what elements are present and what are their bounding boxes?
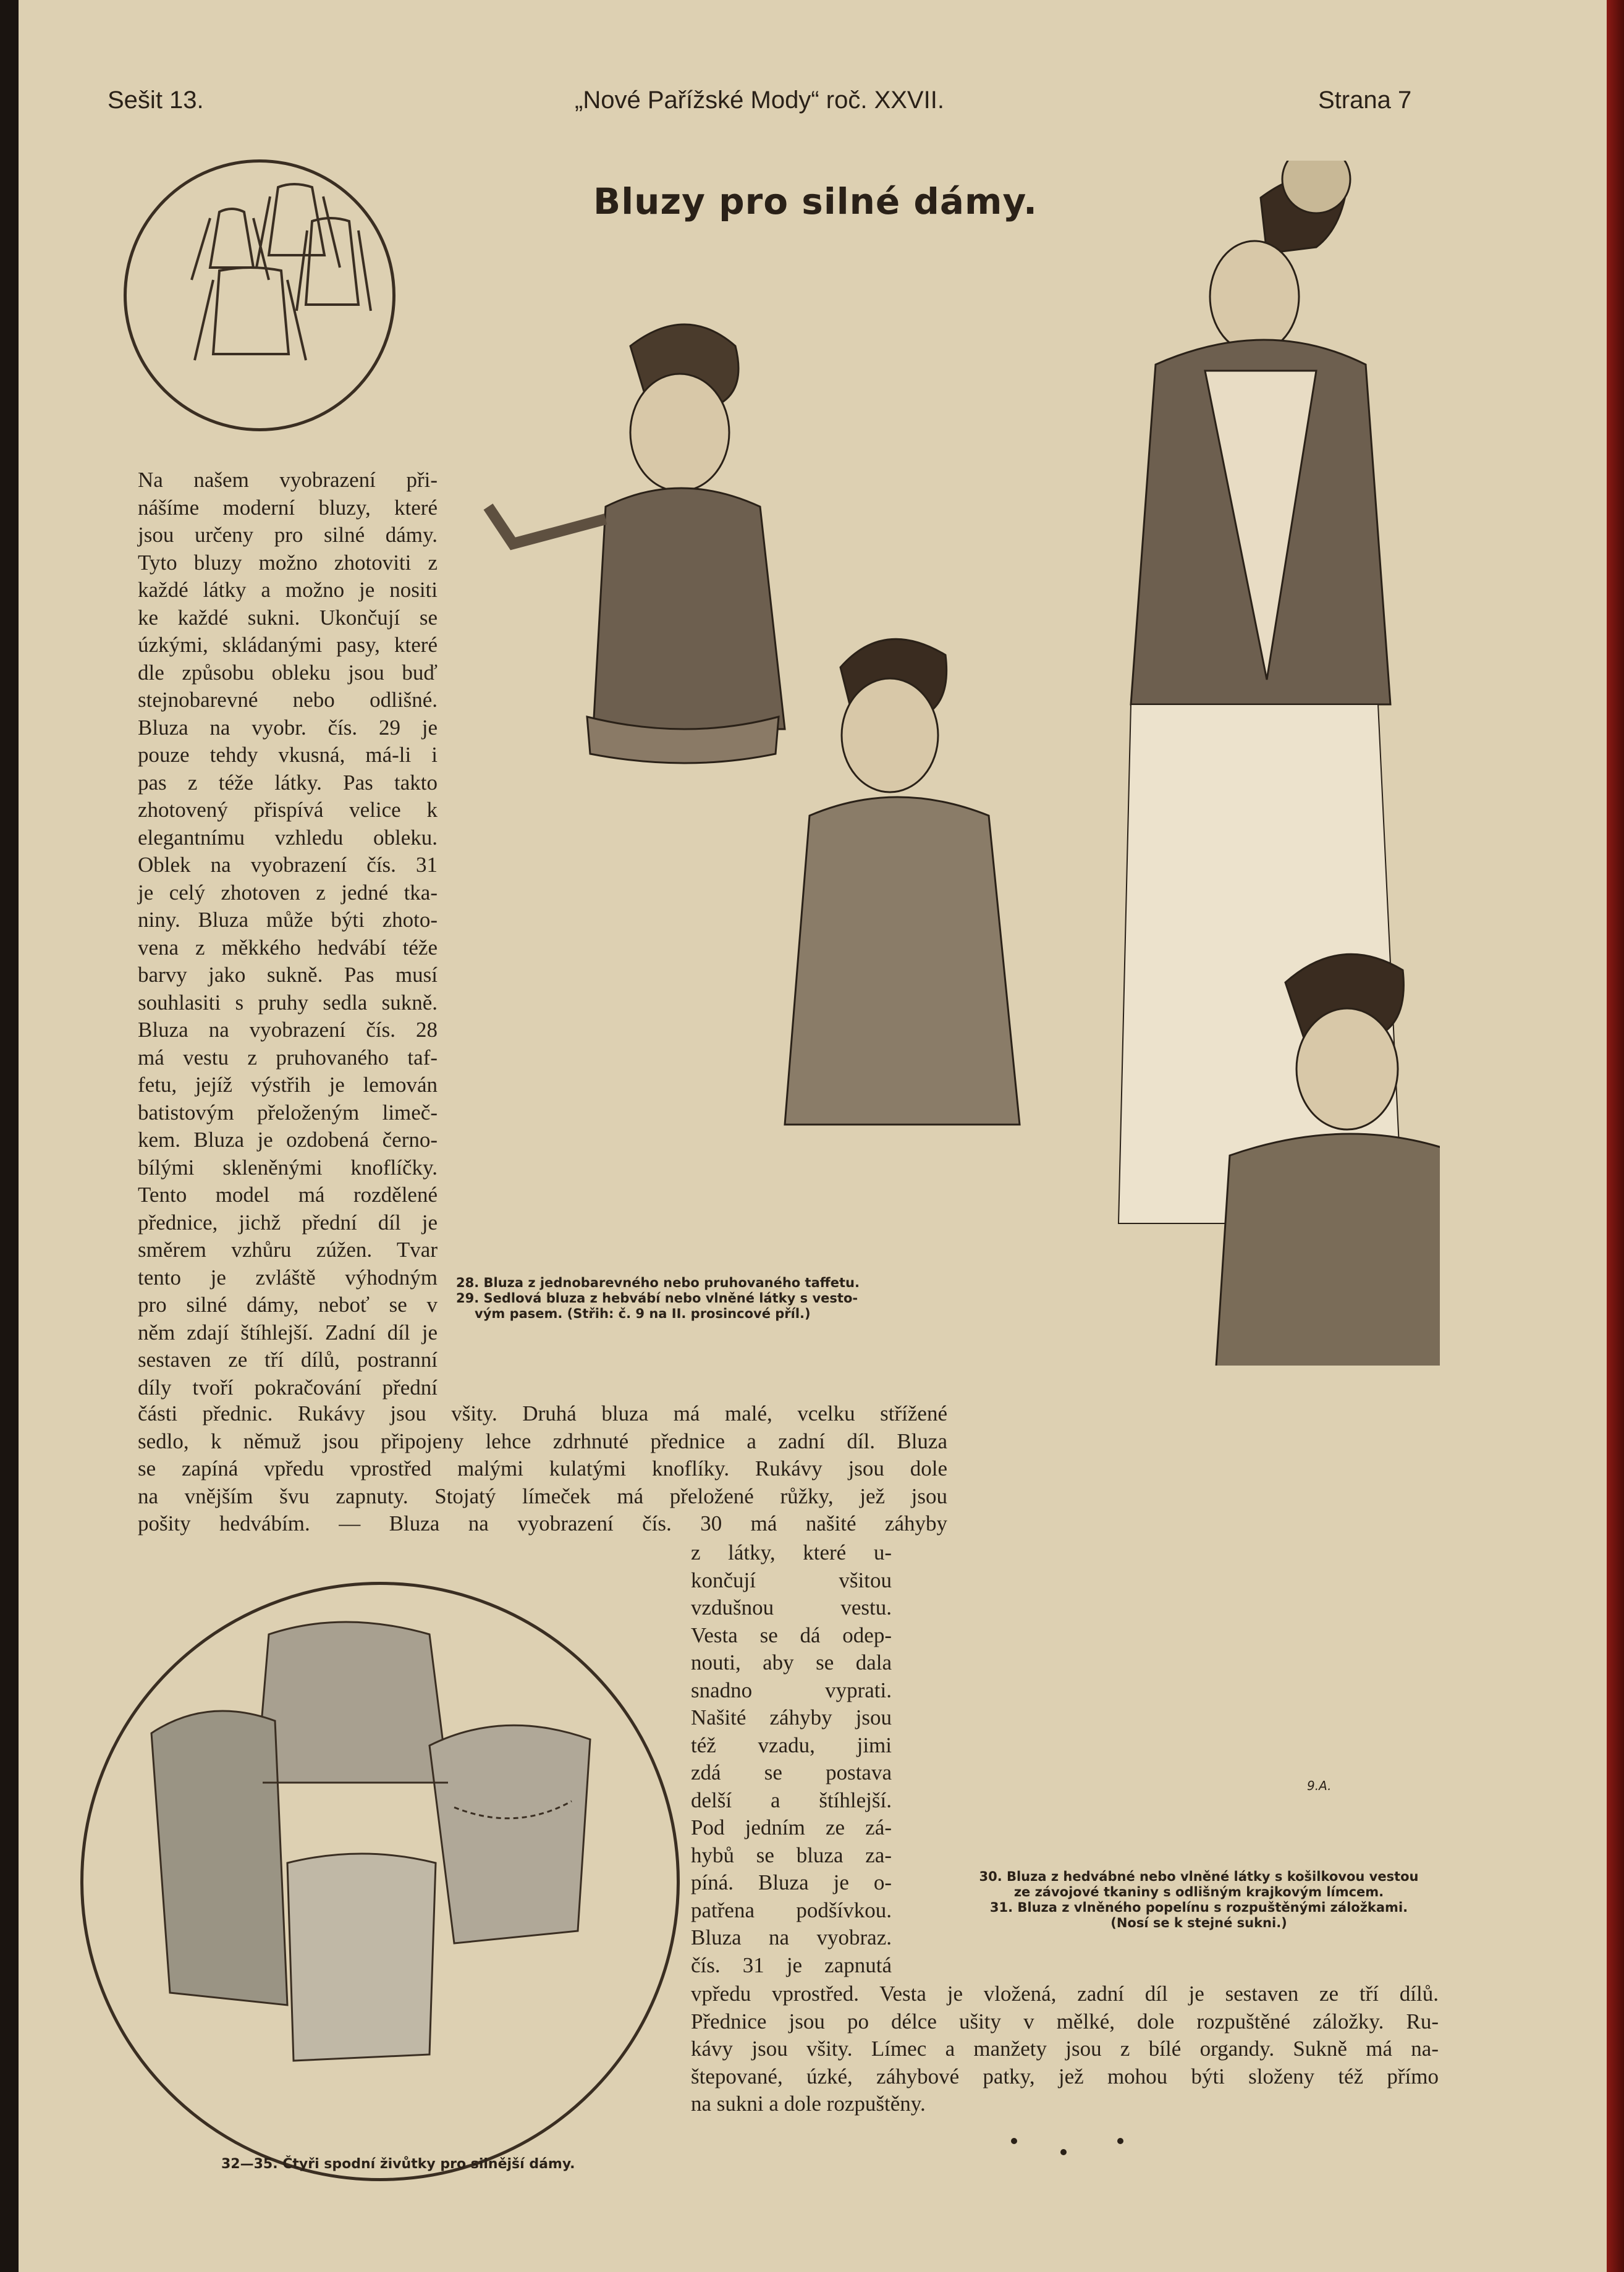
header-issue: Sešit 13. — [108, 87, 204, 114]
blouse-pattern-sketches — [127, 163, 392, 428]
end-ornament-dot — [1117, 2138, 1123, 2144]
magazine-page — [19, 0, 1607, 2272]
corset-drawings — [83, 1585, 677, 2178]
caption-figures-32-35: 32—35. Čtyři spodní živůtky pro silnější dámy. — [221, 2156, 575, 2172]
article-title: Bluzy pro silné dámy. — [593, 180, 1038, 222]
corset-illustration-figures-32-35 — [80, 1582, 680, 2181]
pattern-sketch-illustration — [124, 159, 395, 431]
header-page-number: Strana 7 — [1318, 87, 1412, 114]
text-bottom-lines: vpředu vprostřed. Vesta je vložená, zadní díl je sestaven ze tří dílů. Přednice jsou po délce ušity v mělké, dole rozpuštěné záložky. Ru- kávy jsou všity. Límec a manžety jsou z bílé organdy. Sukně má na- štepované, úzké, záhybové patky, jež mohou býti složeny též přímo na sukni a dole rozpuštěny. — [691, 1982, 1439, 2116]
artist-signature: 9.A. — [1307, 1778, 1332, 1793]
header-magazine-title: „Nové Pařížské Mody“ roč. XXVII. — [575, 87, 944, 114]
end-ornament-dot — [1011, 2138, 1017, 2144]
end-ornament-dot — [1060, 2149, 1067, 2155]
caption-figures-30-31: 30. Bluza z hedvábné nebo vlněné látky s košilkovou vestou ze závojové tkaniny s odlišným krajkovým límcem. 31. Bluza z vlněného popelínu s rozpuštěnými záložkami. (Nosí se k stejné sukni.) — [979, 1869, 1419, 1930]
text-column-middle: z látky, které u- končují všitou vzdušnou vestu. Vesta se dá odep- nouti, aby se dala snadno vyprati. Našité záhyby jsou též vzadu, jimi zdá se postava delší a štíhlejší. Pod jedním ze zá- hybů se bluza za- píná. Bluza je o- patřena podšívkou. Bluza na vyobraz. čís. 31 je zapnutá — [691, 1540, 892, 1977]
text-wide-lines: části přednic. Rukávy jsou všity. Druhá bluza má malé, vcelku střížené sedlo, k němuž jsou připojeny lehce zdrhnuté přednice a zadní díl. Bluza se zapíná vpředu vprostřed malými kulatými knoflíky. Rukávy jsou dole na vnějším švu zapnuty. Stojatý límeček má přeložené růžky, jež jsou pošity hedvábím. — Bluza na vyobrazení čís. 30 má našité záhyby — [138, 1401, 947, 1535]
fashion-illustration-figures-28-31 — [463, 161, 1440, 1366]
text-column-narrow: Na našem vyobrazení při- nášíme moderní bluzy, které jsou určeny pro silné dámy. Tyto bluzy možno zhotoviti z každé látky a možno je nositi ke každé sukni. Ukončují se úzkými, skládanými pasy, které dle způsobu obleku jsou buď stejnobarevné nebo odlišné. Bluza na vyobr. čís. 29 je pouze tehdy vkusná, má-li i pas z téže látky. Pas takto zhotovený přispívá velice k elegantnímu vzhledu obleku. Oblek na vyobrazení čís. 31 je celý zhotoven z jedné tka- niny. Bluza může býti zhoto- vena z měkkého hedvábí téže barvy jako sukně. Pas musí souhlasiti s pruhy sedla sukně. Bluza na vyobrazení čís. 28 má vestu z pruhovaného taf- fetu, jejíž výstřih je lemován batistovým přeloženým limeč- kem. Bluza je ozdobená černo- bílými skleněnými knoflíčky. Tento model má rozdělené přednice, jichž přední díl je směrem vzhůru zúžen. Tvar tento je zvláště výhodným pro silné dámy, neboť se v něm zdají štíhlejší. Zadní díl je sestaven ze tří dílů, postranní díly tvoří pokračování přední — [138, 468, 438, 1400]
caption-figures-28-29: 28. Bluza z jednobarevného nebo pruhovaného taffetu. 29. Sedlová bluza z hebvábí nebo vlněné látky s vesto- vým pasem. (Střih: č. 9 na II. prosincové příl.) — [456, 1275, 860, 1321]
